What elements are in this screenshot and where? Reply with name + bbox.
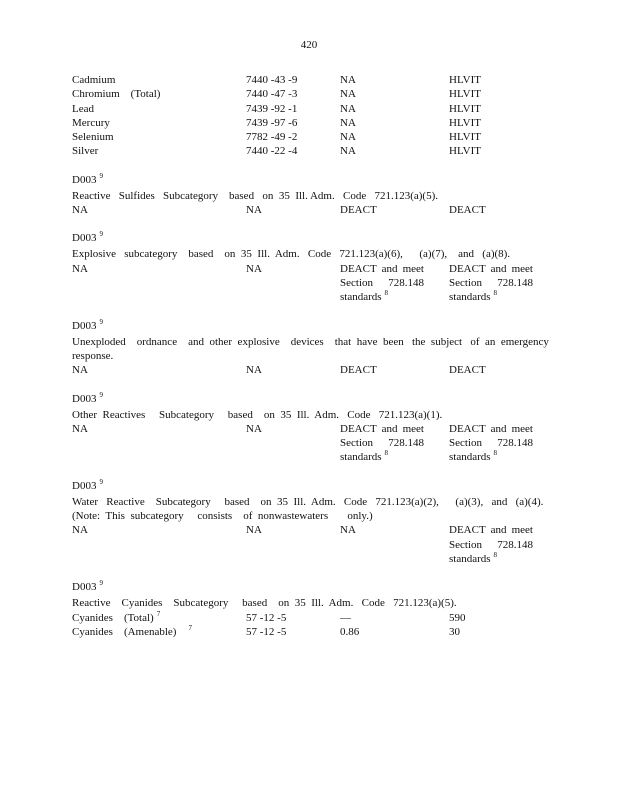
- table-row: [72, 130, 552, 144]
- constituent-name: Cadmium: [72, 74, 116, 86]
- wastewater-treatment: [449, 422, 533, 466]
- constituent-name: Mercury: [72, 116, 110, 129]
- treatment-line: DEACT and meet: [340, 262, 424, 275]
- nonwastewater-treatment: [340, 422, 424, 466]
- section-description: [72, 509, 552, 523]
- cell: NA: [72, 364, 88, 377]
- cas-number: 7440 -22 -4: [246, 145, 298, 158]
- cell: NA: [72, 262, 88, 275]
- description-text: response.: [72, 349, 114, 362]
- constituent-name: Selenium: [72, 131, 114, 144]
- nonwastewater-treatment: NA: [340, 524, 356, 537]
- nonwastewater-treatment: DEACT: [340, 204, 377, 217]
- treatment-line: DEACT and meet: [449, 524, 533, 537]
- cell: NA: [246, 204, 262, 217]
- footnote-ref: 9: [99, 230, 103, 239]
- treatment-line: DEACT and meet: [449, 422, 533, 435]
- wastewater-value: HLVIT: [449, 88, 481, 101]
- table-row: [72, 363, 552, 377]
- waste-code: [72, 479, 552, 495]
- cell: NA: [246, 422, 262, 435]
- document-body: [72, 73, 552, 639]
- description-text: Reactive Sulfides Subcategory based on 35 Ill. Adm. Code 721.123(a)(5).: [72, 189, 438, 202]
- cell: NA: [72, 524, 88, 537]
- waste-code: [72, 319, 552, 335]
- cas-number: 7439 -92 -1: [246, 102, 298, 115]
- table-row: [72, 523, 552, 566]
- treatment-line: DEACT and meet: [340, 422, 424, 435]
- table-row: [72, 625, 552, 639]
- treatment-line: standards: [449, 291, 491, 304]
- cas-number: 7440 -47 -3: [246, 88, 298, 101]
- wastewater-value: HLVIT: [449, 74, 481, 86]
- cas-number: 57 -12 -5: [246, 611, 287, 624]
- treatment-line: Section 728.148: [449, 276, 533, 289]
- footnote-ref: 9: [99, 171, 103, 180]
- table-row: [72, 611, 552, 625]
- nonwastewater-value: NA: [340, 131, 356, 144]
- description-text: Other Reactives Subcategory based on 35 Ill. Adm. Code 721.123(a)(1).: [72, 408, 443, 421]
- treatment-line: DEACT and meet: [449, 262, 533, 275]
- description-text: Unexploded ordnance and other explosive devices that have been the subject of an emergency: [72, 335, 549, 348]
- constituent-name: Chromium (Total): [72, 88, 161, 101]
- constituent-label: Cyanides (Total): [72, 611, 154, 624]
- nonwastewater-value: NA: [340, 102, 356, 115]
- nonwastewater-value: NA: [340, 116, 356, 129]
- cell: NA: [246, 364, 262, 377]
- table-row: [72, 422, 552, 465]
- description-text: Explosive subcategory based on 35 Ill. Adm. Code 721.123(a)(6), (a)(7), and (a)(8).: [72, 248, 511, 261]
- section-description: [72, 247, 552, 261]
- waste-code: [72, 173, 552, 189]
- footnote-ref: 7: [156, 609, 161, 618]
- cas-number: 7440 -43 -9: [246, 74, 298, 86]
- footnote-ref: 8: [493, 551, 498, 560]
- waste-code-label: D003: [72, 392, 97, 405]
- waste-code-label: D003: [72, 581, 97, 594]
- footnote-ref: 9: [99, 317, 103, 326]
- treatment-line: standards: [449, 451, 491, 464]
- wastewater-value: HLVIT: [449, 145, 481, 158]
- treatment-line: Section 728.148: [449, 437, 533, 450]
- footnote-ref: 9: [99, 390, 103, 399]
- wastewater-treatment: DEACT: [449, 364, 486, 377]
- constituent-name: Silver: [72, 145, 99, 158]
- waste-code-label: D003: [72, 173, 97, 186]
- cas-number: 7439 -97 -6: [246, 116, 298, 129]
- table-row: [72, 144, 552, 158]
- waste-code-label: D003: [72, 319, 97, 332]
- footnote-ref: 8: [384, 449, 389, 458]
- table-row: [72, 262, 552, 305]
- section-description: [72, 349, 552, 363]
- waste-code: [72, 392, 552, 408]
- nonwastewater-value: —: [340, 611, 351, 624]
- cell: NA: [72, 204, 88, 217]
- wastewater-value: 590: [449, 611, 466, 624]
- section-description: [72, 189, 552, 203]
- section-reactive-sulfides: [72, 173, 552, 218]
- cell: NA: [72, 422, 88, 435]
- footnote-ref: 8: [493, 449, 498, 458]
- section-description: [72, 408, 552, 422]
- description-text: (Note: This subcategory consists of nonwastewaters only.): [72, 510, 373, 523]
- wastewater-treatment: DEACT: [449, 204, 486, 217]
- wastewater-value: HLVIT: [449, 116, 481, 129]
- table-row: [72, 102, 552, 116]
- table-row: [72, 73, 552, 87]
- description-text: Reactive Cyanides Subcategory based on 35 Ill. Adm. Code 721.123(a)(5).: [72, 597, 457, 610]
- nonwastewater-treatment: [340, 262, 424, 306]
- section-reactive-cyanides: [72, 580, 552, 639]
- section-water-reactive: [72, 479, 552, 567]
- section-description: [72, 335, 552, 349]
- treatment-line: Section 728.148: [340, 437, 424, 450]
- cell: NA: [246, 524, 262, 537]
- treatment-line: standards: [340, 291, 382, 304]
- footnote-ref: 8: [493, 289, 498, 298]
- section-description: [72, 596, 552, 610]
- section-other-reactives: [72, 392, 552, 465]
- metals-table: [72, 73, 552, 159]
- waste-code: [72, 231, 552, 247]
- section-explosive: [72, 231, 552, 304]
- wastewater-value: HLVIT: [449, 102, 481, 115]
- footnote-ref: 9: [99, 477, 103, 486]
- wastewater-treatment: [449, 523, 533, 567]
- section-unexploded-ordnance: [72, 319, 552, 378]
- nonwastewater-value: NA: [340, 74, 356, 86]
- treatment-line: standards: [449, 553, 491, 566]
- cas-number: 7782 -49 -2: [246, 131, 298, 144]
- waste-code-label: D003: [72, 479, 97, 492]
- description-text: Water Reactive Subcategory based on 35 Ill. Adm. Code 721.123(a)(2), (a)(3), and (a)(4).: [72, 495, 544, 508]
- wastewater-treatment: [449, 262, 533, 306]
- table-row: [72, 116, 552, 130]
- section-description: [72, 495, 552, 509]
- constituent-name: Lead: [72, 102, 94, 115]
- nonwastewater-value: 0.86: [340, 626, 360, 639]
- footnote-ref: 8: [384, 289, 389, 298]
- page-number: 420: [300, 39, 318, 51]
- constituent-label: Cyanides (Amenable): [72, 626, 177, 639]
- wastewater-value: HLVIT: [449, 131, 481, 144]
- treatment-line: Section 728.148: [449, 538, 533, 551]
- nonwastewater-treatment: DEACT: [340, 364, 377, 377]
- treatment-line: Section 728.148: [340, 276, 424, 289]
- treatment-line: standards: [340, 451, 382, 464]
- table-row: [72, 87, 552, 101]
- nonwastewater-value: NA: [340, 88, 356, 101]
- table-row: [72, 203, 552, 217]
- cell: NA: [246, 262, 262, 275]
- cas-number: 57 -12 -5: [246, 626, 287, 639]
- constituent-name: [72, 611, 160, 626]
- waste-code: [72, 580, 552, 596]
- footnote-ref: 7: [188, 624, 192, 633]
- waste-code-label: D003: [72, 232, 97, 245]
- wastewater-value: 30: [449, 626, 460, 639]
- constituent-name: [72, 625, 192, 640]
- footnote-ref: 9: [99, 579, 103, 588]
- nonwastewater-value: NA: [340, 145, 356, 158]
